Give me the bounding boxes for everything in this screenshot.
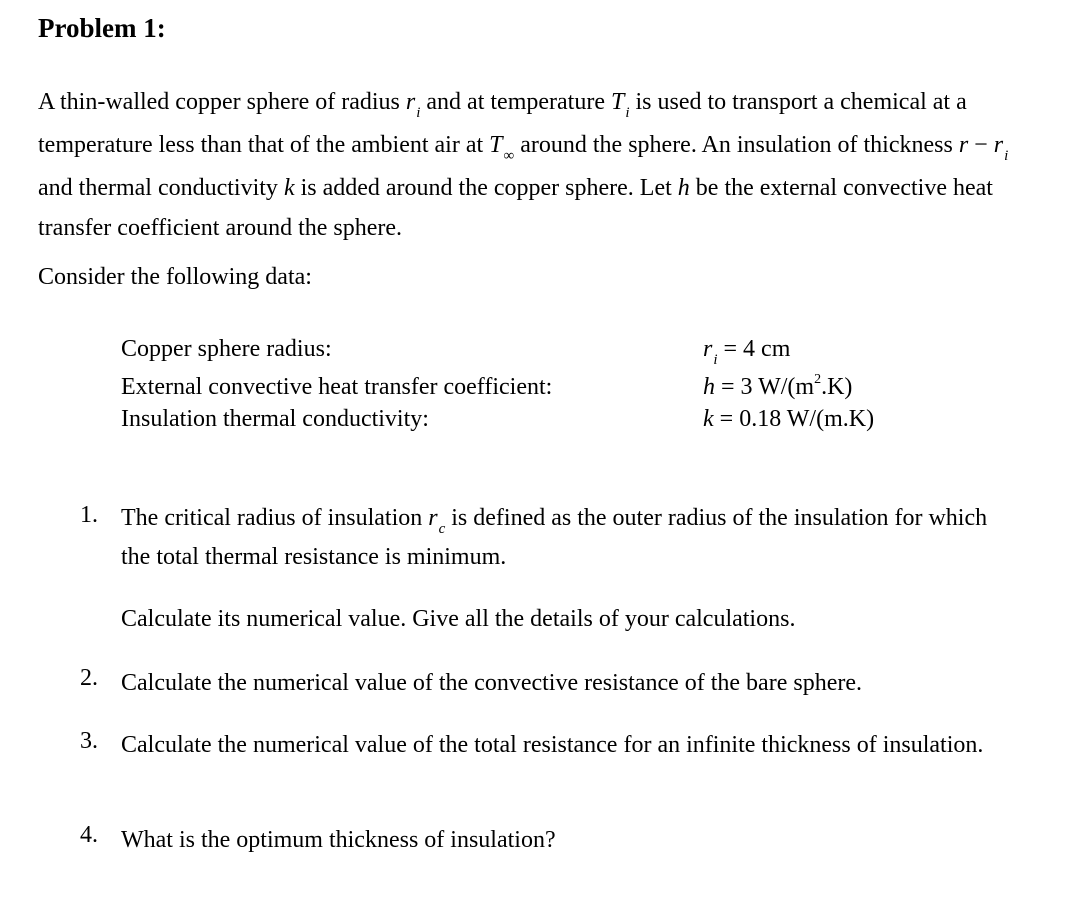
statement-text-3: is used to transport a chemical at a temperature less than that of the ambient air at xyxy=(38,89,967,158)
q4-number: 4. xyxy=(80,822,98,848)
data-label-conductivity: Insulation thermal conductivity: xyxy=(121,406,429,432)
q1-number: 1. xyxy=(80,502,98,528)
statement-text-4: around the sphere. An insulation of thickness xyxy=(520,132,953,158)
statement-text-7: be the external convective heat transfer coefficient around the sphere. xyxy=(38,175,993,241)
data-label-radius: Copper sphere radius: xyxy=(121,336,332,362)
q2-number: 2. xyxy=(80,665,98,691)
statement-text-6: is added around the copper sphere. Let xyxy=(300,175,672,201)
symbol-ti: $T_i$ xyxy=(610,89,630,121)
data-value-radius: $r_i = 4$ cm xyxy=(703,336,791,368)
problem-title: Problem 1: xyxy=(38,13,166,43)
symbol-k: k xyxy=(283,175,295,201)
data-label-convective: External convective heat transfer coefficient: xyxy=(121,374,553,400)
data-value-conductivity: k = 0.18 W/(m.K) xyxy=(703,406,875,432)
symbol-ri: $r_i$ xyxy=(405,89,421,121)
statement-text-2: and at temperature xyxy=(426,89,605,115)
statement-text-5: and thermal conductivity xyxy=(38,175,278,201)
q1-text: The critical radius of insulation $r_c$ is defined as the outer radius of the insulation for which the total thermal resistance is minimum. xyxy=(121,505,988,570)
consider-heading: Consider the following data: xyxy=(38,264,312,290)
q1-instruction: Calculate its numerical value. Give all the details of your calculations. xyxy=(121,606,796,632)
q4-text: What is the optimum thickness of insulation? xyxy=(121,827,556,853)
q2-text: Calculate the numerical value of the convective resistance of the bare sphere. xyxy=(121,670,862,696)
statement-text-1: A thin-walled copper sphere of radius xyxy=(38,89,400,115)
data-value-convective: h = 3 $W/(m^2.K)$ xyxy=(703,372,853,400)
symbol-thickness: $r - r_i$ xyxy=(958,132,1009,164)
q3-number: 3. xyxy=(80,728,98,754)
q3-text: Calculate the numerical value of the total resistance for an infinite thickness of insulation. xyxy=(121,732,984,758)
symbol-h: h xyxy=(677,175,690,201)
problem-statement xyxy=(38,82,1038,248)
symbol-tinf: $T_\infty$ xyxy=(489,132,515,164)
